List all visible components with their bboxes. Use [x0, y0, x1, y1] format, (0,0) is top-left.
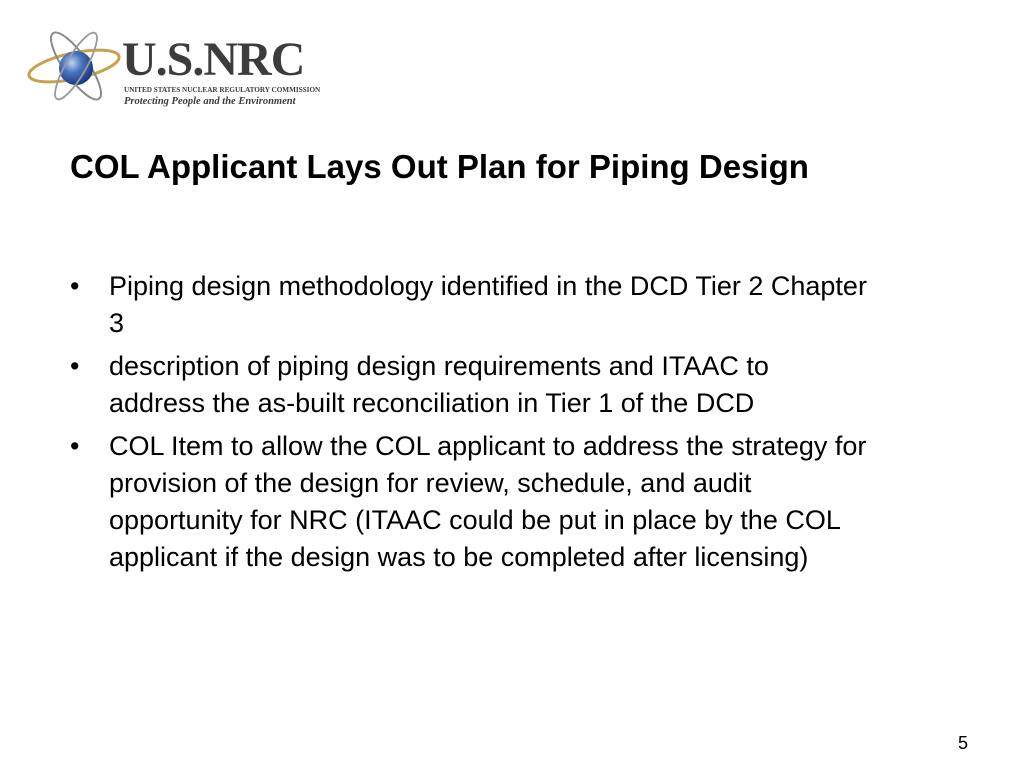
logo-tagline: Protecting People and the Environment	[124, 96, 296, 107]
nrc-logo	[26, 22, 326, 112]
bullet-marker: •	[70, 271, 80, 301]
bullet-marker: •	[70, 351, 80, 381]
atom-globe-icon	[26, 22, 126, 112]
logo-wordmark: U.S.NRC	[122, 33, 305, 86]
bullet-list	[70, 268, 870, 582]
bullet-item	[70, 268, 870, 342]
logo-agency-name: UNITED STATES NUCLEAR REGULATORY COMMISSION	[124, 86, 321, 94]
slide-title: COL Applicant Lays Out Plan for Piping Design	[70, 148, 809, 185]
bullet-text: COL Item to allow the COL applicant to address the strategy for provision of the design for review, schedule, and audit opportunity for NRC (ITAAC could be put in place by the COL applicant if the design was to be completed after licensing)	[109, 431, 867, 572]
slide-number: 5	[957, 733, 968, 753]
bullet-text: description of piping design requirements and ITAAC to address the as-built reconciliation in Tier 1 of the DCD	[109, 351, 769, 418]
bullet-item	[70, 348, 870, 422]
bullet-marker: •	[70, 431, 80, 461]
bullet-item	[70, 428, 870, 576]
bullet-text: Piping design methodology identified in the DCD Tier 2 Chapter 3	[109, 271, 867, 338]
